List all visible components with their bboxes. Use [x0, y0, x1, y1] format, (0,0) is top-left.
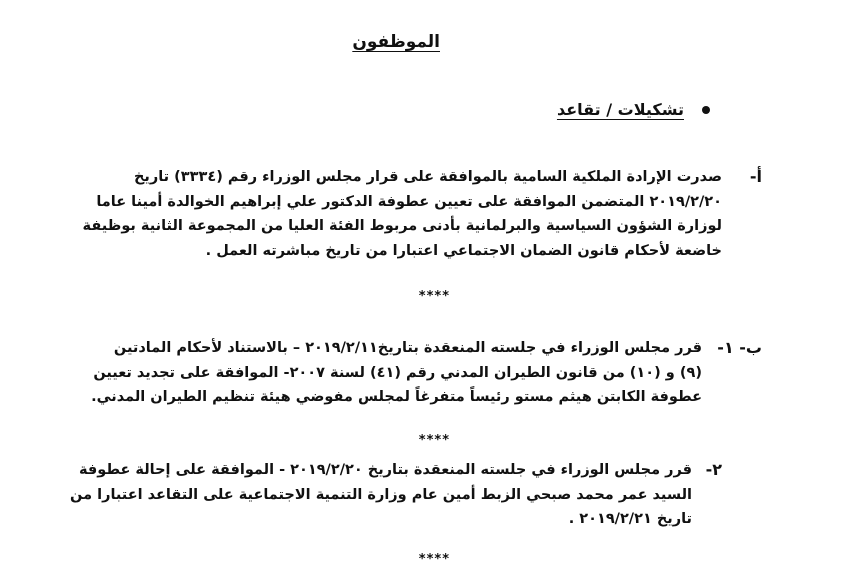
separator: ****: [418, 552, 450, 567]
paragraph-line: صدرت الإرادة الملكية السامية بالموافقة على قرار مجلس الوزراء رقم (٣٣٣٤) تاريخ: [133, 169, 722, 185]
paragraph-line: ٢٠١٩/٢/٢٠ المتضمن الموافقة على تعيين عطوفة الدكتور علي إبراهيم الخوالدة أمينا عاما: [96, 193, 722, 210]
paragraph-line: خاضعة لأحكام قانون الضمان الاجتماعي اعتبارا من تاريخ مباشرته العمل .: [205, 242, 722, 259]
item-a-paragraph: [82, 165, 722, 263]
paragraph-line: (٩) و (١٠) من قانون الطيران المدني رقم (٤١) لسنة ٢٠٠٧- الموافقة على تجديد تعيين: [93, 364, 702, 381]
separator: ****: [418, 433, 450, 448]
item-a-label: أ-: [749, 167, 762, 186]
paragraph-line: لوزارة الشؤون السياسية والبرلمانية بأدنى مربوط الفئة العليا من المجموعة الثانية بوظيفة: [82, 218, 722, 234]
item-b1-paragraph: [91, 336, 702, 410]
separator: ****: [418, 289, 450, 304]
paragraph-line: تاريخ ٢٠١٩/٢/٢١ .: [568, 511, 692, 527]
item-b2-paragraph: [70, 458, 692, 532]
paragraph-line: عطوفة الكابتن هيثم مستو رئيساً متفرغاً لمجلس مفوضي هيئة تنظيم الطيران المدني.: [91, 389, 702, 405]
item-b1-label: ب- ١-: [717, 338, 762, 357]
item-b2-label: ٢-: [705, 460, 722, 479]
paragraph-line: قرر مجلس الوزراء في جلسته المنعقدة بتاريخ ٢٠١٩/٢/٢٠ - الموافقة على إحالة عطوفة: [78, 462, 692, 478]
paragraph-line: السيد عمر محمد صبحي الزبط أمين عام وزارة التنمية الاجتماعية على التقاعد اعتبارا من: [70, 486, 692, 503]
page-title: الموظفون: [352, 32, 440, 52]
paragraph-line: قرر مجلس الوزراء في جلسته المنعقدة بتاريخ٢٠١٩/٢/١١ – بالاستناد لأحكام المادتين: [113, 340, 702, 356]
section-heading-text: تشكيلات / تقاعد: [556, 100, 684, 119]
bullet-icon: [702, 106, 710, 114]
section-heading: [557, 100, 710, 119]
